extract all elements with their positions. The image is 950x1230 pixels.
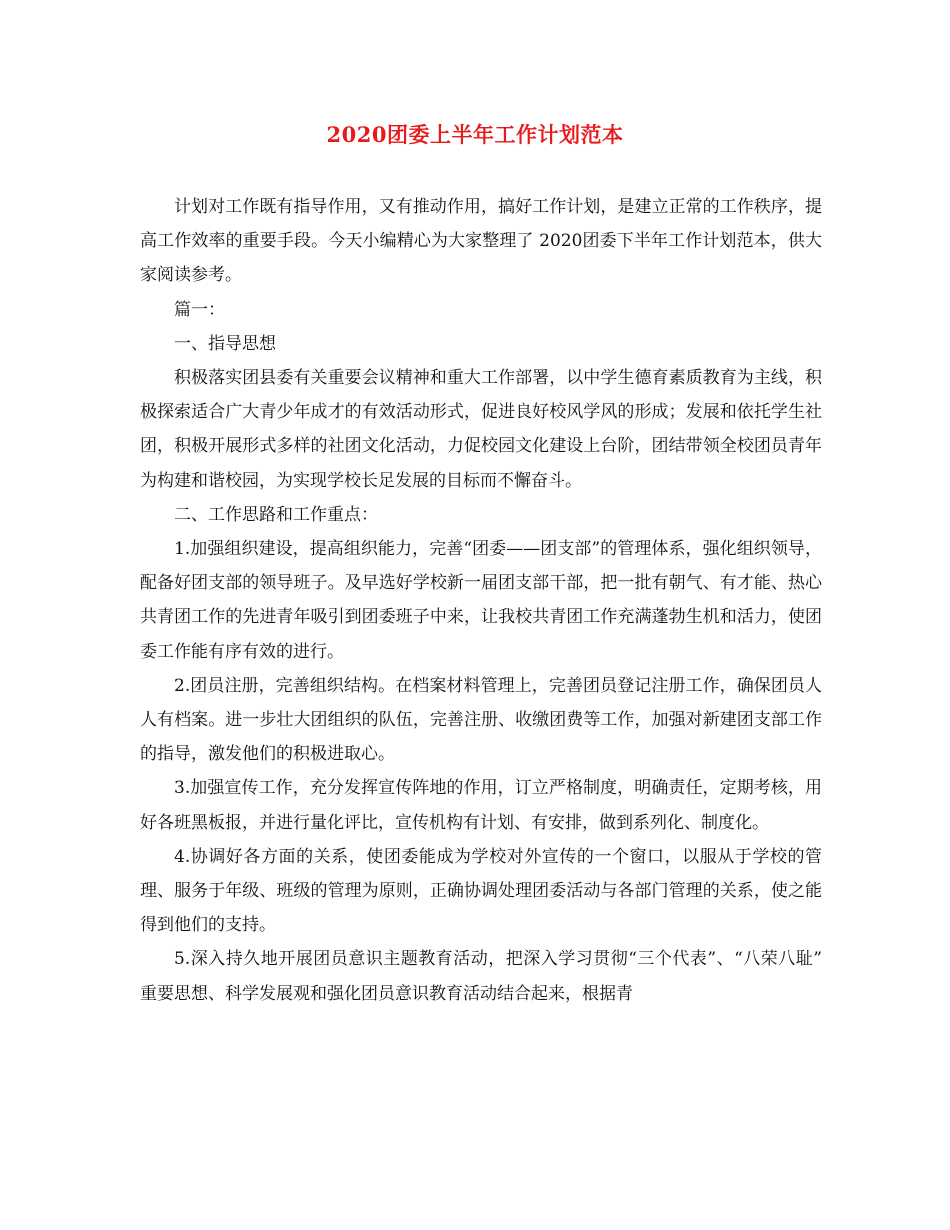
paragraph-item-3: 3.加强宣传工作，充分发挥宣传阵地的作用，订立严格制度，明确责任，定期考核，用好各班黑板报，并进行量化评比，宣传机构有计划、有安排，做到系列化、制度化。 [140,778,822,833]
paragraph-guiding-ideology: 积极落实团县委有关重要会议精神和重大工作部署，以中学生德育素质教育为主线，积极探索适合广大青少年成才的有效活动形式，促进良好校风学风的形成；发展和依托学生社团，积极开展形式多样的社团文化活动，力促校园文化建设上台阶，团结带领全校团员青年为构建和谐校园，为实现学校长足发展的目标而不懈奋斗。 [140,368,822,491]
document-title: 2020团委上半年工作计划范本 [326,122,624,147]
paragraph-item-4: 4.协调好各方面的关系，使团委能成为学校对外宣传的一个窗口，以服从于学校的管理、服务于年级、班级的管理为原则，正确协调处理团委活动与各部门管理的关系，使之能得到他们的支持。 [140,846,822,936]
heading-guiding-ideology: 一、指导思想 [174,333,276,354]
paragraph-item-5: 5.深入持久地开展团员意识主题教育活动，把深入学习贯彻“三个代表”、“八荣八耻” 重要思想、科学发展观和强化团员意识教育活动结合起来，根据青 [140,949,822,1004]
paragraph-part-one: 篇一： [174,299,225,320]
paragraph-item-2: 2.团员注册，完善组织结构。在档案材料管理上，完善团员登记注册工作，确保团员人人有档案。进一步壮大团组织的队伍，完善注册、收缴团费等工作，加强对新建团支部工作的指导，激发他们的积极进取心。 [140,675,822,765]
document-body [140,190,822,1011]
paragraph-item-1: 1.加强组织建设，提高组织能力，完善“团委——团支部”的管理体系，强化组织领导，配备好团支部的领导班子。及早选好学校新一届团支部干部，把一批有朝气、有才能、热心共青团工作的先进青年吸引到团委班子中来，让我校共青团工作充满蓬勃生机和活力，使团委工作能有序有效的进行。 [140,539,822,662]
heading-work-focus: 二、工作思路和工作重点： [174,504,378,525]
paragraph-intro: 计划对工作既有指导作用，又有推动作用，搞好工作计划，是建立正常的工作秩序，提 高工作效率的重要手段。今天小编精心为大家整理了 2020团委下半年工作计划范本，供大家阅读参考。 [140,197,822,286]
